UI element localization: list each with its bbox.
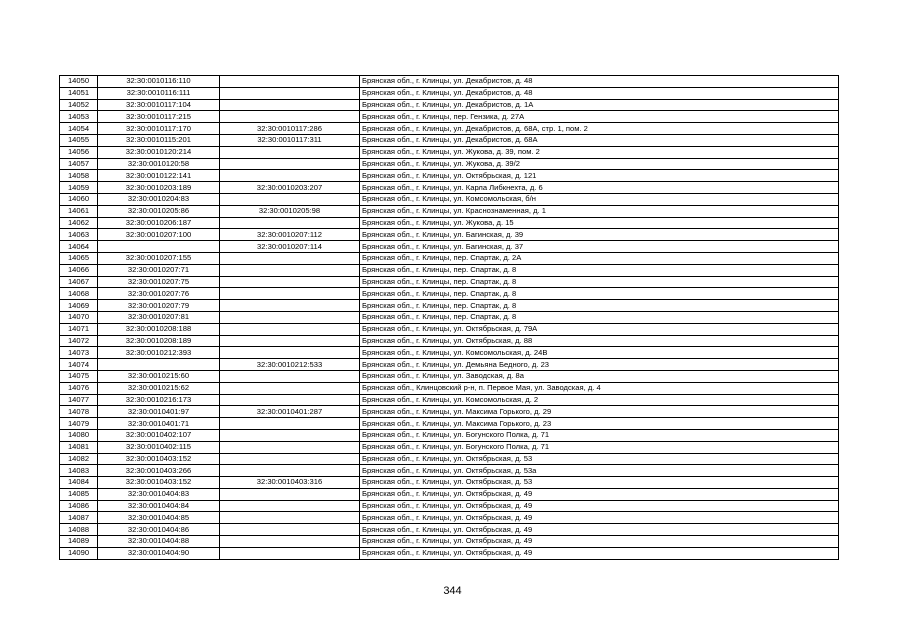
row-number-cell: 14068	[60, 288, 98, 300]
related-cadastral-number-cell	[220, 99, 360, 111]
cadastral-number-cell: 32:30:0010403:152	[98, 477, 220, 489]
related-cadastral-number-cell	[220, 453, 360, 465]
row-number-cell: 14061	[60, 205, 98, 217]
table-row	[60, 111, 839, 123]
address-cell: Брянская обл., г. Клинцы, ул. Октябрьская, д. 49	[360, 500, 839, 512]
row-number-cell: 14052	[60, 99, 98, 111]
address-cell: Брянская обл., г. Клинцы, ул. Декабристов, д. 68А, стр. 1, пом. 2	[360, 123, 839, 135]
row-number-cell: 14077	[60, 394, 98, 406]
table-row	[60, 217, 839, 229]
row-number-cell: 14089	[60, 536, 98, 548]
cadastral-number-cell: 32:30:0010404:85	[98, 512, 220, 524]
table-row	[60, 418, 839, 430]
cadastral-number-cell: 32:30:0010212:393	[98, 347, 220, 359]
address-cell: Брянская обл., г. Клинцы, ул. Демьяна Бедного, д. 23	[360, 359, 839, 371]
address-cell: Брянская обл., г. Клинцы, пер. Спартак, д. 8	[360, 311, 839, 323]
table-row	[60, 465, 839, 477]
table-row	[60, 170, 839, 182]
table-row	[60, 382, 839, 394]
related-cadastral-number-cell	[220, 394, 360, 406]
table-row	[60, 406, 839, 418]
row-number-cell: 14079	[60, 418, 98, 430]
row-number-cell: 14075	[60, 370, 98, 382]
address-cell: Брянская обл., г. Клинцы, пер. Гензика, д. 27А	[360, 111, 839, 123]
related-cadastral-number-cell	[220, 441, 360, 453]
address-cell: Брянская обл., г. Клинцы, ул. Комсомольская, д. 2	[360, 394, 839, 406]
row-number-cell: 14087	[60, 512, 98, 524]
row-number-cell: 14090	[60, 547, 98, 559]
page-number: 344	[443, 585, 462, 597]
address-cell: Брянская обл., г. Клинцы, ул. Декабристов, д. 1А	[360, 99, 839, 111]
address-cell: Брянская обл., г. Клинцы, ул. Жукова, д. 15	[360, 217, 839, 229]
row-number-cell: 14058	[60, 170, 98, 182]
cadastral-number-cell: 32:30:0010404:83	[98, 488, 220, 500]
related-cadastral-number-cell	[220, 382, 360, 394]
related-cadastral-number-cell: 32:30:0010207:112	[220, 229, 360, 241]
related-cadastral-number-cell: 32:30:0010117:286	[220, 123, 360, 135]
related-cadastral-number-cell	[220, 193, 360, 205]
related-cadastral-number-cell	[220, 111, 360, 123]
cadastral-number-cell: 32:30:0010207:79	[98, 300, 220, 312]
address-cell: Брянская обл., г. Клинцы, пер. Спартак, д. 2А	[360, 252, 839, 264]
cadastral-number-cell: 32:30:0010207:81	[98, 311, 220, 323]
row-number-cell: 14067	[60, 276, 98, 288]
table-row	[60, 547, 839, 559]
address-cell: Брянская обл., г. Клинцы, ул. Декабристов, д. 48	[360, 76, 839, 88]
cadastral-number-cell: 32:30:0010207:155	[98, 252, 220, 264]
address-cell: Брянская обл., г. Клинцы, ул. Октябрьская, д. 53а	[360, 465, 839, 477]
cadastral-number-cell	[98, 241, 220, 253]
cadastral-number-cell: 32:30:0010117:215	[98, 111, 220, 123]
table-row	[60, 300, 839, 312]
address-cell: Брянская обл., г. Клинцы, ул. Октябрьская, д. 53	[360, 453, 839, 465]
address-cell: Брянская обл., г. Клинцы, пер. Спартак, д. 8	[360, 276, 839, 288]
address-cell: Брянская обл., г. Клинцы, ул. Жукова, д. 39, пом. 2	[360, 146, 839, 158]
address-cell: Брянская обл., г. Клинцы, ул. Октябрьская, д. 121	[360, 170, 839, 182]
row-number-cell: 14070	[60, 311, 98, 323]
row-number-cell: 14083	[60, 465, 98, 477]
table-row	[60, 99, 839, 111]
related-cadastral-number-cell	[220, 158, 360, 170]
cadastral-number-cell: 32:30:0010207:71	[98, 264, 220, 276]
cadastral-number-cell: 32:30:0010216:173	[98, 394, 220, 406]
cadastral-number-cell: 32:30:0010207:76	[98, 288, 220, 300]
row-number-cell: 14076	[60, 382, 98, 394]
related-cadastral-number-cell	[220, 146, 360, 158]
table-row	[60, 429, 839, 441]
cadastral-number-cell: 32:30:0010204:83	[98, 193, 220, 205]
table-row	[60, 182, 839, 194]
address-cell: Брянская обл., г. Клинцы, ул. Октябрьская, д. 53	[360, 477, 839, 489]
table-row	[60, 193, 839, 205]
table-row	[60, 276, 839, 288]
row-number-cell: 14056	[60, 146, 98, 158]
cadastral-number-cell: 32:30:0010122:141	[98, 170, 220, 182]
table-row	[60, 252, 839, 264]
table-row	[60, 477, 839, 489]
related-cadastral-number-cell	[220, 170, 360, 182]
related-cadastral-number-cell	[220, 488, 360, 500]
related-cadastral-number-cell	[220, 512, 360, 524]
cadastral-number-cell: 32:30:0010404:88	[98, 536, 220, 548]
address-cell: Брянская обл., г. Клинцы, ул. Октябрьская, д. 49	[360, 547, 839, 559]
cadastral-number-cell: 32:30:0010207:75	[98, 276, 220, 288]
row-number-cell: 14050	[60, 76, 98, 88]
related-cadastral-number-cell	[220, 87, 360, 99]
related-cadastral-number-cell	[220, 465, 360, 477]
cadastral-number-cell: 32:30:0010120:58	[98, 158, 220, 170]
related-cadastral-number-cell: 32:30:0010207:114	[220, 241, 360, 253]
related-cadastral-number-cell	[220, 536, 360, 548]
table-row	[60, 205, 839, 217]
address-cell: Брянская обл., г. Клинцы, ул. Октябрьская, д. 49	[360, 536, 839, 548]
cadastral-number-cell: 32:30:0010404:90	[98, 547, 220, 559]
cadastral-number-cell: 32:30:0010205:86	[98, 205, 220, 217]
table-row	[60, 146, 839, 158]
table-row	[60, 512, 839, 524]
related-cadastral-number-cell	[220, 429, 360, 441]
related-cadastral-number-cell	[220, 323, 360, 335]
address-cell: Брянская обл., г. Клинцы, ул. Багинская, д. 39	[360, 229, 839, 241]
related-cadastral-number-cell	[220, 300, 360, 312]
cadastral-number-cell: 32:30:0010402:115	[98, 441, 220, 453]
table-row	[60, 536, 839, 548]
related-cadastral-number-cell: 32:30:0010117:311	[220, 134, 360, 146]
related-cadastral-number-cell	[220, 524, 360, 536]
address-cell: Брянская обл., г. Клинцы, ул. Богунского Полка, д. 71	[360, 441, 839, 453]
related-cadastral-number-cell	[220, 370, 360, 382]
row-number-cell: 14082	[60, 453, 98, 465]
row-number-cell: 14059	[60, 182, 98, 194]
cadastral-number-cell: 32:30:0010215:62	[98, 382, 220, 394]
related-cadastral-number-cell: 32:30:0010205:98	[220, 205, 360, 217]
address-cell: Брянская обл., г. Клинцы, ул. Октябрьская, д. 79А	[360, 323, 839, 335]
cadastral-number-cell: 32:30:0010120:214	[98, 146, 220, 158]
row-number-cell: 14063	[60, 229, 98, 241]
cadastral-number-cell: 32:30:0010404:86	[98, 524, 220, 536]
row-number-cell: 14060	[60, 193, 98, 205]
row-number-cell: 14080	[60, 429, 98, 441]
cadastral-number-cell: 32:30:0010401:71	[98, 418, 220, 430]
related-cadastral-number-cell: 32:30:0010212:533	[220, 359, 360, 371]
address-cell: Брянская обл., г. Клинцы, ул. Багинская, д. 37	[360, 241, 839, 253]
row-number-cell: 14064	[60, 241, 98, 253]
table-row	[60, 323, 839, 335]
table-row	[60, 311, 839, 323]
related-cadastral-number-cell: 32:30:0010401:287	[220, 406, 360, 418]
cadastral-number-cell: 32:30:0010208:189	[98, 335, 220, 347]
cadastral-number-cell: 32:30:0010207:100	[98, 229, 220, 241]
table-row	[60, 347, 839, 359]
table-row	[60, 87, 839, 99]
table-row	[60, 500, 839, 512]
address-cell: Брянская обл., г. Клинцы, ул. Богунского Полка, д. 71	[360, 429, 839, 441]
cadastral-number-cell: 32:30:0010117:170	[98, 123, 220, 135]
table-row	[60, 158, 839, 170]
cadastral-number-cell: 32:30:0010115:201	[98, 134, 220, 146]
row-number-cell: 14084	[60, 477, 98, 489]
related-cadastral-number-cell	[220, 311, 360, 323]
related-cadastral-number-cell	[220, 217, 360, 229]
row-number-cell: 14086	[60, 500, 98, 512]
row-number-cell: 14069	[60, 300, 98, 312]
related-cadastral-number-cell	[220, 547, 360, 559]
row-number-cell: 14072	[60, 335, 98, 347]
row-number-cell: 14085	[60, 488, 98, 500]
row-number-cell: 14088	[60, 524, 98, 536]
address-cell: Брянская обл., г. Клинцы, ул. Декабристов, д. 48	[360, 87, 839, 99]
row-number-cell: 14078	[60, 406, 98, 418]
address-cell: Брянская обл., г. Клинцы, ул. Комсомольская, д. 24В	[360, 347, 839, 359]
table-row	[60, 441, 839, 453]
table-row	[60, 264, 839, 276]
table-row	[60, 370, 839, 382]
related-cadastral-number-cell	[220, 276, 360, 288]
address-cell: Брянская обл., г. Клинцы, ул. Октябрьская, д. 49	[360, 488, 839, 500]
table-row	[60, 488, 839, 500]
address-cell: Брянская обл., г. Клинцы, ул. Октябрьская, д. 49	[360, 524, 839, 536]
related-cadastral-number-cell	[220, 335, 360, 347]
row-number-cell: 14051	[60, 87, 98, 99]
table-row	[60, 359, 839, 371]
cadastral-number-cell: 32:30:0010215:60	[98, 370, 220, 382]
cadastral-number-cell	[98, 359, 220, 371]
cadastral-number-cell: 32:30:0010116:111	[98, 87, 220, 99]
address-cell: Брянская обл., г. Клинцы, пер. Спартак, д. 8	[360, 264, 839, 276]
cadastral-number-cell: 32:30:0010403:266	[98, 465, 220, 477]
cadastral-number-cell: 32:30:0010402:107	[98, 429, 220, 441]
address-cell: Брянская обл., г. Клинцы, ул. Октябрьская, д. 88	[360, 335, 839, 347]
table-row	[60, 288, 839, 300]
row-number-cell: 14066	[60, 264, 98, 276]
address-cell: Брянская обл., г. Клинцы, ул. Краснознаменная, д. 1	[360, 205, 839, 217]
cadastral-number-cell: 32:30:0010117:104	[98, 99, 220, 111]
row-number-cell: 14073	[60, 347, 98, 359]
related-cadastral-number-cell	[220, 264, 360, 276]
cadastral-number-cell: 32:30:0010206:187	[98, 217, 220, 229]
registry-table	[59, 75, 839, 560]
address-cell: Брянская обл., г. Клинцы, пер. Спартак, д. 8	[360, 300, 839, 312]
row-number-cell: 14074	[60, 359, 98, 371]
address-cell: Брянская обл., г. Клинцы, ул. Максима Горького, д. 29	[360, 406, 839, 418]
address-cell: Брянская обл., г. Клинцы, ул. Максима Горького, д. 23	[360, 418, 839, 430]
related-cadastral-number-cell: 32:30:0010403:316	[220, 477, 360, 489]
table-row	[60, 524, 839, 536]
table-row	[60, 335, 839, 347]
address-cell: Брянская обл., г. Клинцы, ул. Декабристов, д. 68А	[360, 134, 839, 146]
cadastral-number-cell: 32:30:0010401:97	[98, 406, 220, 418]
cadastral-number-cell: 32:30:0010404:84	[98, 500, 220, 512]
row-number-cell: 14053	[60, 111, 98, 123]
address-cell: Брянская обл., г. Клинцы, ул. Заводская, д. 8а	[360, 370, 839, 382]
table-row	[60, 394, 839, 406]
address-cell: Брянская обл., г. Клинцы, пер. Спартак, д. 8	[360, 288, 839, 300]
related-cadastral-number-cell	[220, 252, 360, 264]
cadastral-number-cell: 32:30:0010208:188	[98, 323, 220, 335]
registry-table-body	[60, 76, 839, 560]
address-cell: Брянская обл., г. Клинцы, ул. Октябрьская, д. 49	[360, 512, 839, 524]
row-number-cell: 14071	[60, 323, 98, 335]
related-cadastral-number-cell	[220, 76, 360, 88]
related-cadastral-number-cell	[220, 288, 360, 300]
related-cadastral-number-cell: 32:30:0010203:207	[220, 182, 360, 194]
row-number-cell: 14057	[60, 158, 98, 170]
cadastral-number-cell: 32:30:0010403:152	[98, 453, 220, 465]
address-cell: Брянская обл., Клинцовский р-н, п. Первое Мая, ул. Заводская, д. 4	[360, 382, 839, 394]
address-cell: Брянская обл., г. Клинцы, ул. Жукова, д. 39/2	[360, 158, 839, 170]
address-cell: Брянская обл., г. Клинцы, ул. Комсомольская, б/н	[360, 193, 839, 205]
table-row	[60, 241, 839, 253]
cadastral-number-cell: 32:30:0010203:189	[98, 182, 220, 194]
related-cadastral-number-cell	[220, 418, 360, 430]
row-number-cell: 14062	[60, 217, 98, 229]
row-number-cell: 14065	[60, 252, 98, 264]
row-number-cell: 14081	[60, 441, 98, 453]
table-row	[60, 229, 839, 241]
cadastral-number-cell: 32:30:0010116:110	[98, 76, 220, 88]
row-number-cell: 14054	[60, 123, 98, 135]
related-cadastral-number-cell	[220, 347, 360, 359]
address-cell: Брянская обл., г. Клинцы, ул. Карла Либкнехта, д. 6	[360, 182, 839, 194]
table-row	[60, 123, 839, 135]
row-number-cell: 14055	[60, 134, 98, 146]
table-row	[60, 76, 839, 88]
related-cadastral-number-cell	[220, 500, 360, 512]
table-row	[60, 134, 839, 146]
table-row	[60, 453, 839, 465]
